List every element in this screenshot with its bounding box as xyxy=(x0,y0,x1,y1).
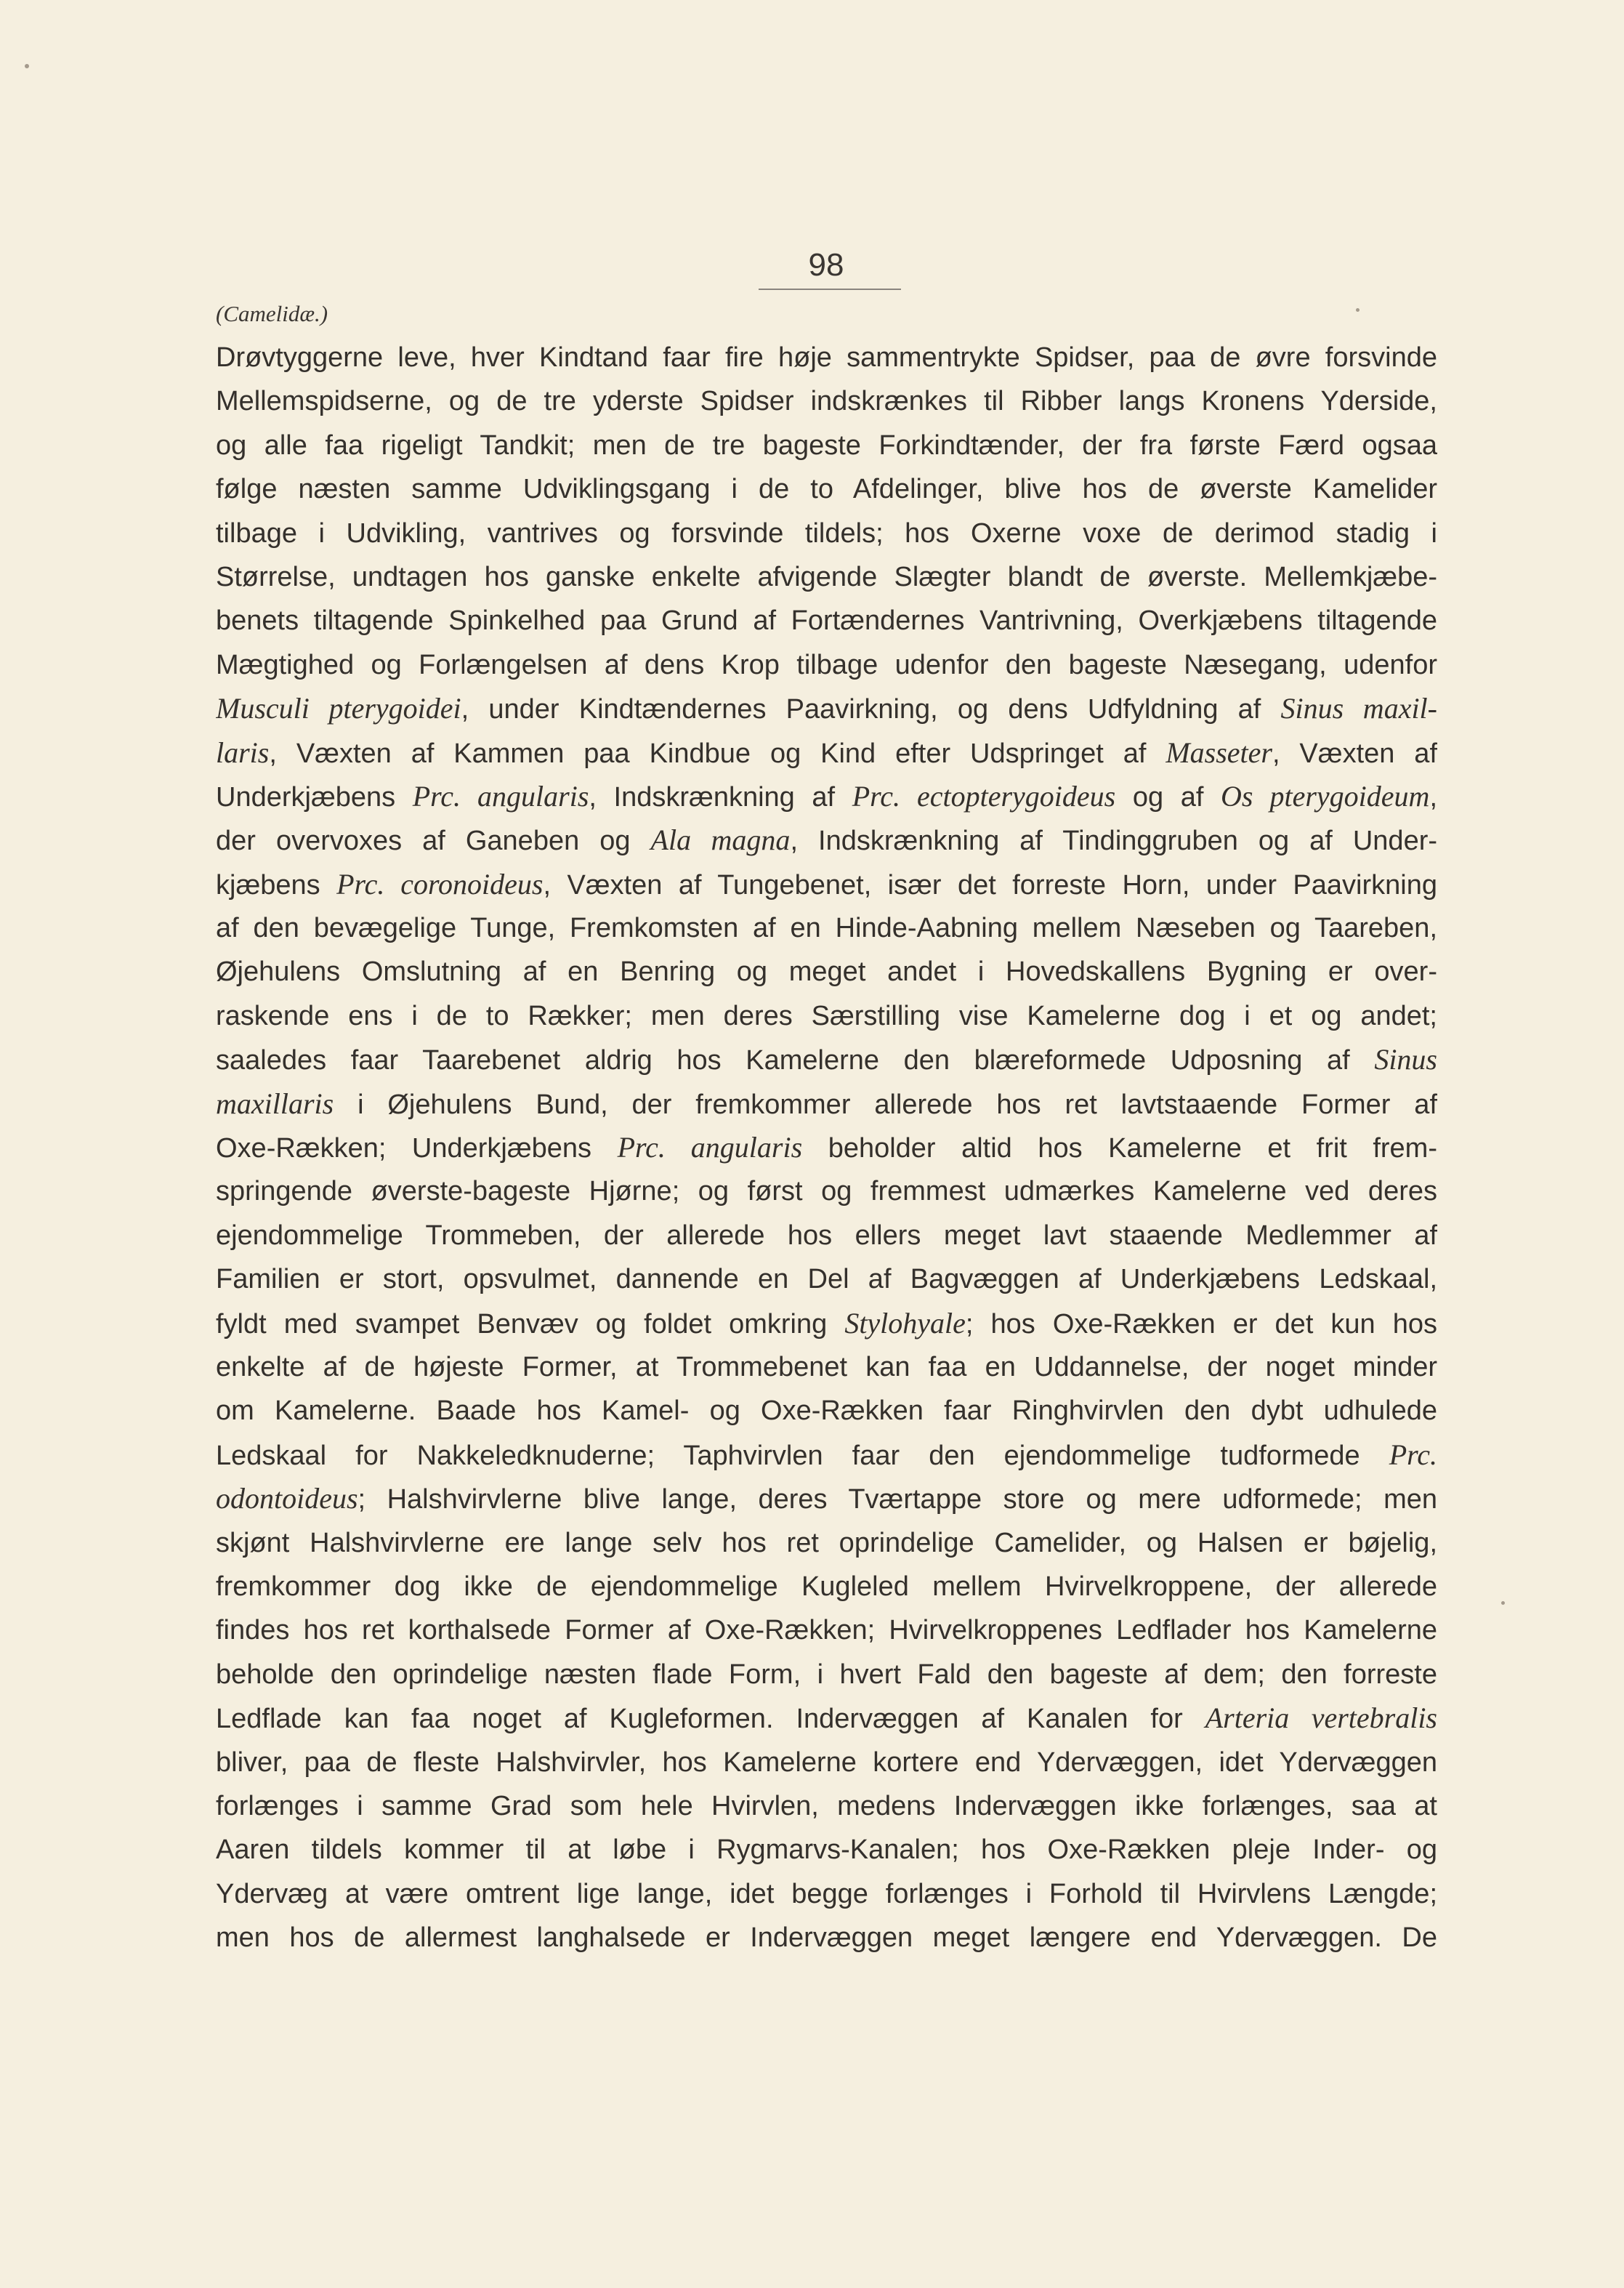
text-run: der overvoxes af Ganeben og xyxy=(216,826,651,857)
text-run: forlænges i samme Grad som hele Hvirvlen, medens Indervæggen ikke forlænges, saa at xyxy=(216,1790,1437,1821)
text-line xyxy=(216,1038,1437,1081)
italic-term: laris xyxy=(216,736,270,769)
text-run: Aaren tildels kommer til at løbe i Rygmarvs-Kanalen; hos Oxe-Rækken pleje Inder- og xyxy=(216,1834,1437,1866)
text-run: tilbage i Udvikling, vantrives og forsvinde tildels; hos Oxerne voxe de derimod stadig i xyxy=(216,517,1437,549)
text-line xyxy=(216,994,1437,1038)
text-line xyxy=(216,863,1437,906)
page-number: 98 xyxy=(808,247,844,283)
paper-speck xyxy=(1501,1601,1505,1605)
text-run: ; hos Oxe-Rækken er det kun hos xyxy=(965,1308,1437,1340)
text-line xyxy=(216,1477,1437,1520)
text-line xyxy=(216,1169,1437,1213)
text-run: findes hos ret korthalsede Former af Oxe-Rækken; Hvirvelkroppenes Ledflader hos Kamelerne xyxy=(216,1615,1437,1646)
text-line xyxy=(216,1521,1437,1565)
text-line xyxy=(216,1872,1437,1916)
text-run: Størrelse, undtagen hos ganske enkelte afvigende Slægter blandt de øverste. Mellemkjæbe- xyxy=(216,561,1437,592)
text-line xyxy=(216,1082,1437,1126)
text-line xyxy=(216,818,1437,862)
text-line xyxy=(216,1433,1437,1477)
text-run: følge næsten samme Udviklingsgang i de to Afdelinger, blive hos de øverste Kamelider xyxy=(216,474,1437,505)
italic-term: Prc. ectopterygoideus xyxy=(852,779,1116,813)
text-run: om Kamelerne. Baade hos Kamel- og Oxe-Rækken faar Ringhvirvlen den dybt udhulede xyxy=(216,1395,1437,1427)
text-run: benets tiltagende Spinkelhed paa Grund af Fortændernes Vantrivning, Overkjæbens tiltagende xyxy=(216,605,1437,637)
text-line xyxy=(216,1565,1437,1608)
text-run: Familien er stort, opsvulmet, dannende en Del af Bagvæggen af Underkjæbens Ledskaal, xyxy=(216,1264,1437,1295)
text-run: , Indskrænkning af Tindinggruben og af Under- xyxy=(790,826,1437,857)
text-run: Mellemspidserne, og de tre yderste Spidser indskrænkes til Ribber langs Kronens Yderside, xyxy=(216,386,1437,417)
text-line xyxy=(216,906,1437,950)
text-line xyxy=(216,1784,1437,1828)
italic-term: Stylohyale xyxy=(844,1306,966,1340)
paper-speck xyxy=(25,64,29,68)
text-line xyxy=(216,555,1437,599)
text-line xyxy=(216,687,1437,730)
text-line xyxy=(216,775,1437,818)
text-run: skjønt Halshvirvlerne ere lange selv hos ret oprindelige Camelider, og Halsen er bøjelig, xyxy=(216,1527,1437,1558)
text-run: og af xyxy=(1115,781,1221,813)
text-line xyxy=(216,1741,1437,1784)
text-line xyxy=(216,950,1437,994)
italic-term: Musculi pterygoidei xyxy=(216,692,461,725)
text-run: , Væxten af xyxy=(1272,738,1437,769)
text-run: beholder altid hos Kamelerne et frit frem- xyxy=(802,1133,1437,1164)
text-run: Ledskaal for Nakkeledknuderne; Taphvirvlen faar den ejendommelige tudformede xyxy=(216,1440,1389,1471)
text-line xyxy=(216,424,1437,467)
text-run: ejendommelige Trommeben, der allerede hos ellers meget lavt staaende Medlemmer af xyxy=(216,1220,1437,1251)
text-run: Ledflade kan faa noget af Kugleformen. Indervæggen af Kanalen for xyxy=(216,1704,1205,1735)
text-run: og alle faa rigeligt Tandkit; men de tre bageste Forkindtænder, der fra første Færd ogsaa xyxy=(216,430,1437,461)
italic-term: Prc. angularis xyxy=(412,779,589,813)
text-run: ; Halshvirvlerne blive lange, deres Tværtappe store og mere udformede; men xyxy=(357,1484,1437,1515)
body-text xyxy=(216,336,1437,1959)
italic-term: Prc. xyxy=(1389,1438,1437,1471)
text-run: raskende ens i de to Rækker; men deres Særstilling vise Kamelerne dog i et og andet; xyxy=(216,1000,1437,1031)
italic-term: Ala magna xyxy=(650,823,791,857)
text-run: , Væxten af Tungebenet, især det forreste Horn, under Paavirkning xyxy=(543,869,1437,901)
text-run: , under Kindtændernes Paavirkning, og dens Udfyldning af xyxy=(461,694,1281,725)
text-run: Ydervæg at være omtrent lige lange, idet begge forlænges i Forhold til Hvirvlens Længde; xyxy=(216,1878,1437,1909)
text-line xyxy=(216,379,1437,423)
text-run: Oxe-Rækken; Underkjæbens xyxy=(216,1133,618,1164)
text-line xyxy=(216,1916,1437,1959)
page-number-rule xyxy=(759,289,901,290)
text-line xyxy=(216,1389,1437,1433)
italic-term: Arteria vertebralis xyxy=(1205,1701,1437,1735)
italic-term: Os pterygoideum xyxy=(1221,779,1430,813)
text-line xyxy=(216,731,1437,775)
paper-speck xyxy=(1356,308,1360,312)
text-line xyxy=(216,1345,1437,1389)
text-run: , xyxy=(1429,781,1437,813)
text-line xyxy=(216,1302,1437,1345)
text-run: af den bevægelige Tunge, Fremkomsten af en Hinde-Aabning mellem Næseben og Taareben, xyxy=(216,913,1437,944)
text-line xyxy=(216,643,1437,687)
text-run: Øjehulens Omslutning af en Benring og meget andet i Hovedskallens Bygning er over- xyxy=(216,956,1437,988)
italic-term: maxillaris xyxy=(216,1087,334,1120)
text-run: , Indskrænkning af xyxy=(589,781,852,813)
text-line xyxy=(216,1608,1437,1652)
text-run: saaledes faar Taarebenet aldrig hos Kamelerne den blæreformede Udposning af xyxy=(216,1045,1375,1076)
text-run: Mægtighed og Forlængelsen af dens Krop tilbage udenfor den bageste Næsegang, udenfor xyxy=(216,649,1437,680)
text-line xyxy=(216,512,1437,555)
text-run: enkelte af de højeste Former, at Trommebenet kan faa en Uddannelse, der noget minder xyxy=(216,1351,1437,1382)
text-run: , Væxten af Kammen paa Kindbue og Kind efter Udspringet af xyxy=(269,738,1166,769)
italic-term: Prc. angularis xyxy=(617,1131,803,1164)
italic-term: Sinus xyxy=(1374,1043,1437,1076)
text-line xyxy=(216,599,1437,643)
text-run: men hos de allermest langhalsede er Indervæggen meget længere end Ydervæggen. De xyxy=(216,1922,1437,1954)
text-line xyxy=(216,467,1437,511)
text-run: bliver, paa de fleste Halshvirvler, hos Kamelerne kortere end Ydervæggen, idet Ydervæggen xyxy=(216,1747,1437,1778)
text-run: beholde den oprindelige næsten flade Form, i hvert Fald den bageste af dem; den forreste xyxy=(216,1659,1437,1690)
italic-term: Sinus maxil- xyxy=(1280,692,1437,725)
text-run: Underkjæbens xyxy=(216,781,413,813)
text-run: Drøvtyggerne leve, hver Kindtand faar fire høje sammentrykte Spidser, paa de øvre forsvinde xyxy=(216,342,1437,373)
text-run: springende øverste-bageste Hjørne; og først og fremmest udmærkes Kamelerne ved deres xyxy=(216,1176,1437,1207)
text-line xyxy=(216,336,1437,379)
italic-term: Masseter xyxy=(1166,736,1272,769)
text-line xyxy=(216,1126,1437,1169)
text-line xyxy=(216,1696,1437,1740)
italic-term: Prc. coronoideus xyxy=(336,867,544,901)
running-head: (Camelidæ.) xyxy=(216,301,328,326)
text-line xyxy=(216,1828,1437,1872)
text-run: kjæbens xyxy=(216,869,337,901)
text-run: i Øjehulens Bund, der fremkommer allerede hos ret lavtstaaende Former af xyxy=(334,1089,1437,1120)
text-line xyxy=(216,1653,1437,1696)
text-line xyxy=(216,1257,1437,1301)
text-run: fyldt med svampet Benvæv og foldet omkring xyxy=(216,1308,845,1340)
italic-term: odontoideus xyxy=(216,1482,358,1515)
text-line xyxy=(216,1214,1437,1257)
text-run: fremkommer dog ikke de ejendommelige Kugleled mellem Hvirvelkroppene, der allerede xyxy=(216,1571,1437,1602)
